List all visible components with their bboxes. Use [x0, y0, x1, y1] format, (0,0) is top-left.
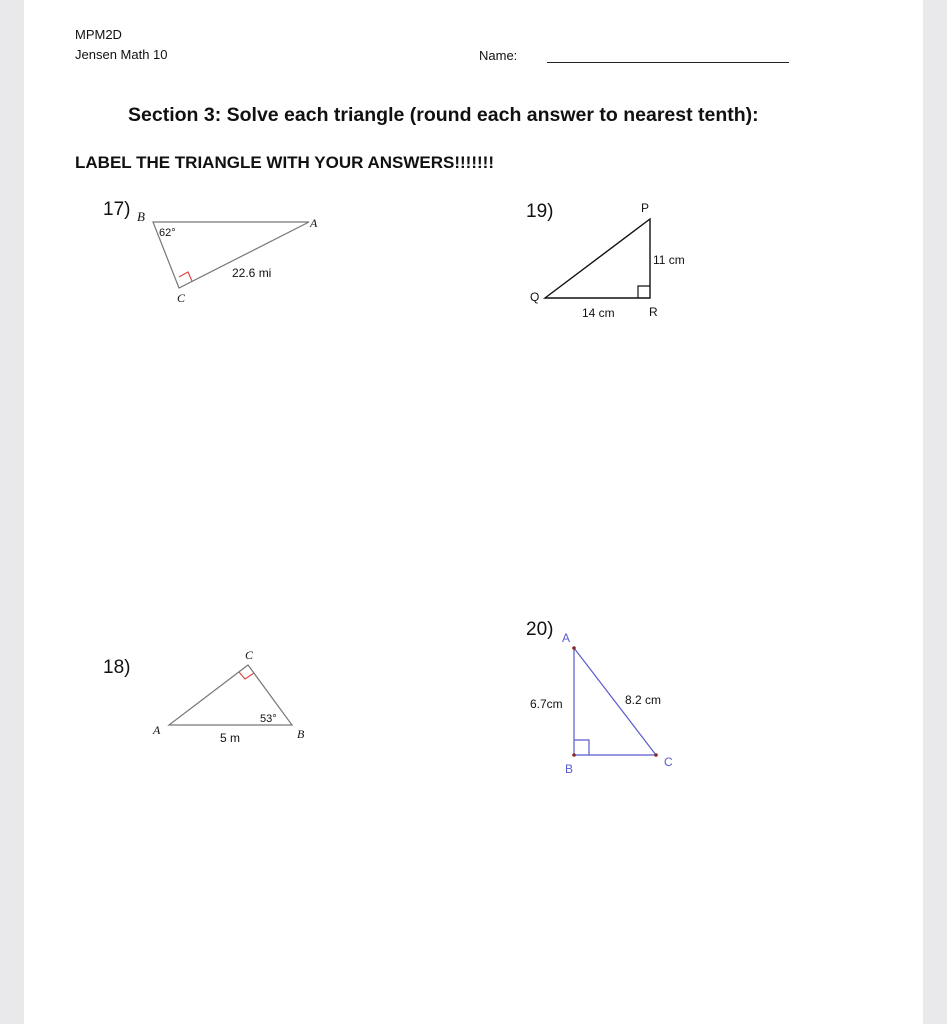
instruction: LABEL THE TRIANGLE WITH YOUR ANSWERS!!!!!!!	[75, 153, 494, 172]
vertex-c-label: C	[177, 291, 186, 305]
side-label: 22.6 mi	[232, 266, 272, 280]
worksheet-page	[24, 0, 923, 1024]
vertex-c-label: C	[245, 648, 254, 662]
angle-label: 62°	[159, 227, 176, 239]
teacher-name: Jensen Math 10	[75, 47, 168, 62]
side-ab-label: 6.7cm	[530, 697, 563, 711]
side-pr-label: 11 cm	[653, 253, 685, 267]
vertex-b-label: B	[137, 209, 145, 224]
vertex-a-label: A	[310, 216, 318, 230]
side-label: 5 m	[220, 731, 241, 745]
vertex-b-label: B	[565, 762, 574, 776]
problem-20-figure	[24, 0, 923, 1024]
vertex-a-label: A	[562, 631, 571, 645]
side-qr-label: 14 cm	[582, 306, 615, 320]
point-c	[654, 753, 658, 757]
vertex-r-label: R	[649, 305, 658, 319]
problem-20-number: 20)	[526, 619, 554, 640]
right-angle-mark-20	[574, 740, 589, 755]
angle-label: 53°	[260, 713, 277, 725]
point-a	[572, 646, 576, 650]
vertex-c-label: C	[664, 755, 673, 769]
side-ac-label: 8.2 cm	[625, 693, 662, 707]
point-b	[572, 753, 576, 757]
problem-18-number: 18)	[103, 657, 131, 678]
vertex-q-label: Q	[530, 290, 540, 304]
problem-19-number: 19)	[526, 201, 554, 222]
problem-17-number: 17)	[103, 199, 131, 220]
name-label: Name:	[479, 48, 518, 63]
vertex-p-label: P	[641, 201, 650, 215]
course-code: MPM2D	[75, 27, 122, 42]
vertex-b-label: B	[297, 727, 305, 741]
section-title: Section 3: Solve each triangle (round each answer to nearest tenth):	[128, 104, 759, 126]
vertex-a-label: A	[153, 723, 161, 737]
